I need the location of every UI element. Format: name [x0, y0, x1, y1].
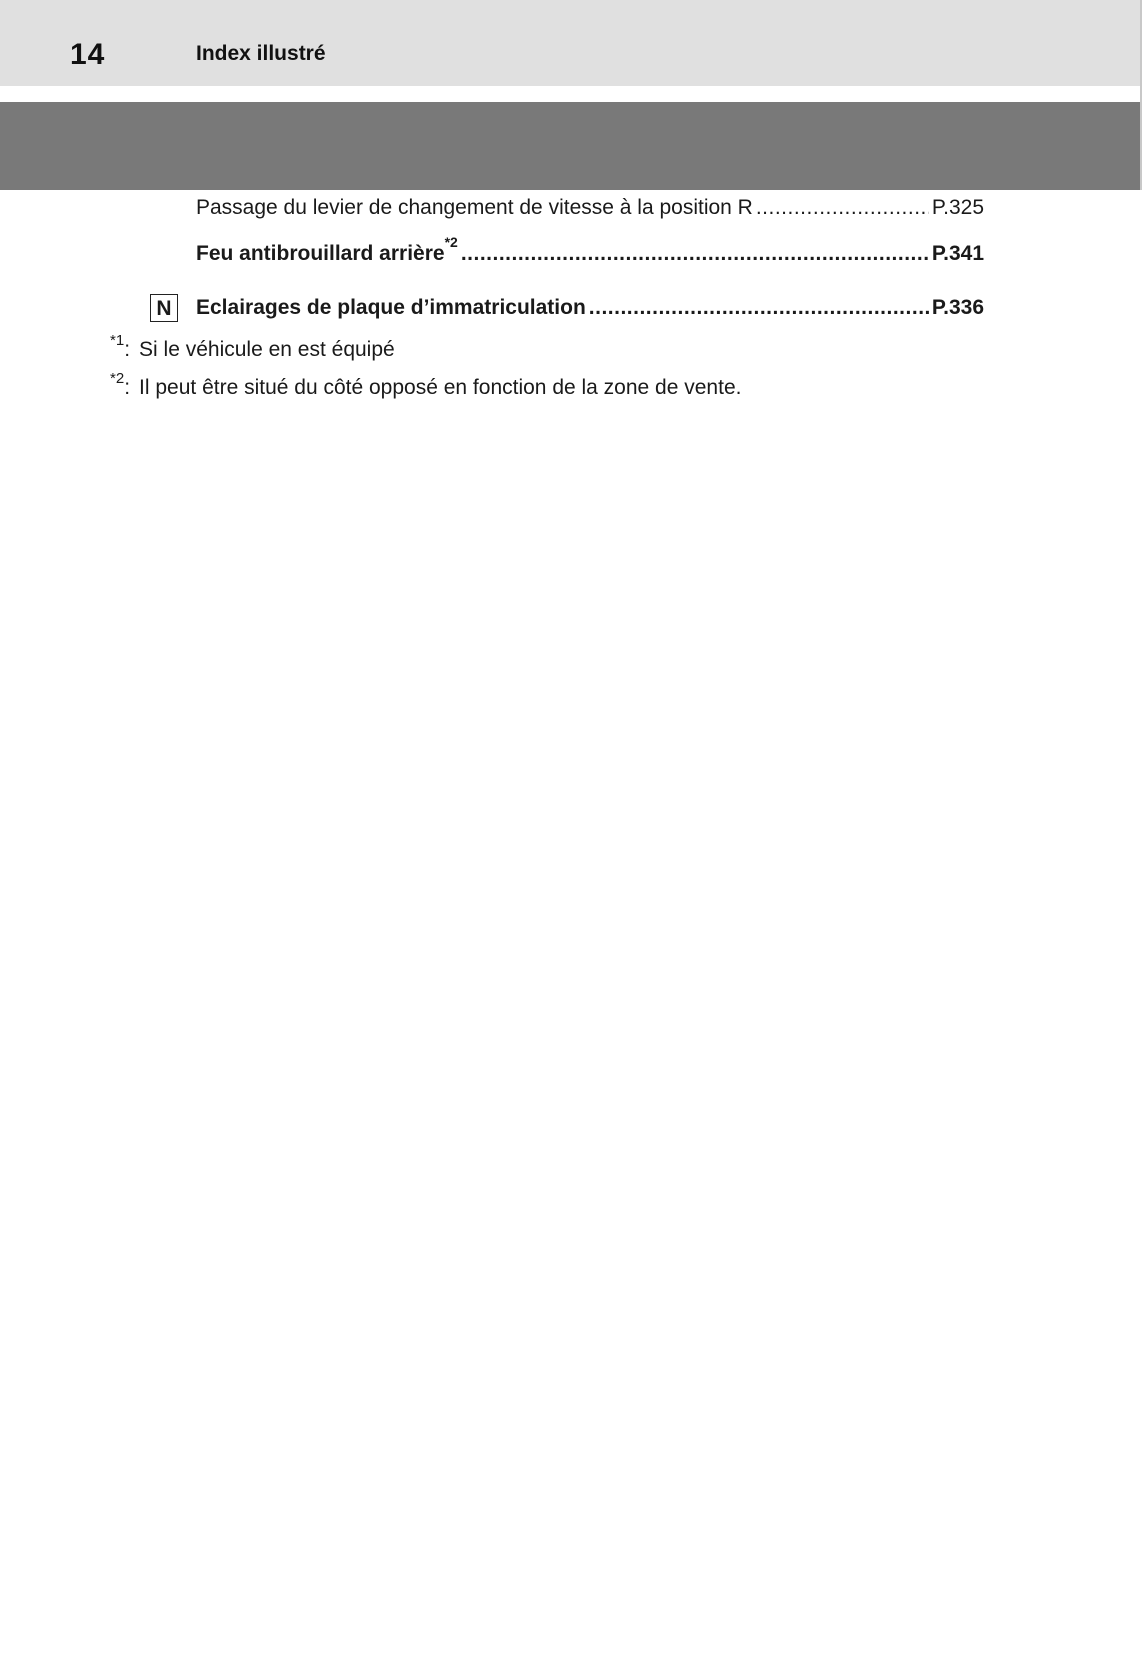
- footnote-colon: :: [124, 376, 131, 399]
- index-entry: [196, 234, 984, 266]
- section-title: Index illustré: [196, 42, 326, 65]
- entry-label: [196, 234, 458, 266]
- leader-dots: [461, 242, 929, 266]
- entry-label: Passage du levier de changement de vitesse à la position R: [196, 196, 753, 219]
- footnote-mark: *1: [110, 332, 125, 349]
- entry-page-ref: P.325: [931, 196, 984, 219]
- footnote-text: Il peut être situé du côté opposé en fonction de la zone de vente.: [139, 376, 742, 399]
- entry-label-text: Feu antibrouillard arrière: [196, 242, 445, 265]
- footnote-mark: *2: [110, 370, 125, 387]
- page-number: 14: [70, 38, 106, 71]
- leader-dots: [589, 296, 929, 320]
- entry-label: Eclairages de plaque d’immatriculation: [196, 296, 586, 319]
- footnote: [110, 332, 395, 362]
- footnote: [110, 370, 742, 400]
- index-entry: [196, 196, 984, 220]
- entry-page-ref: P.341: [931, 242, 984, 265]
- page-header: [0, 0, 1142, 86]
- entry-page-ref: P.336: [931, 296, 984, 319]
- footnote-colon: :: [124, 338, 131, 361]
- entry-footnote-mark: *2: [444, 234, 458, 250]
- footnote-text: Si le véhicule en est équipé: [139, 338, 395, 361]
- leader-dots: [756, 196, 929, 220]
- index-entry: [196, 296, 984, 320]
- section-banner: [0, 102, 1142, 190]
- callout-letter-box: N: [150, 294, 178, 322]
